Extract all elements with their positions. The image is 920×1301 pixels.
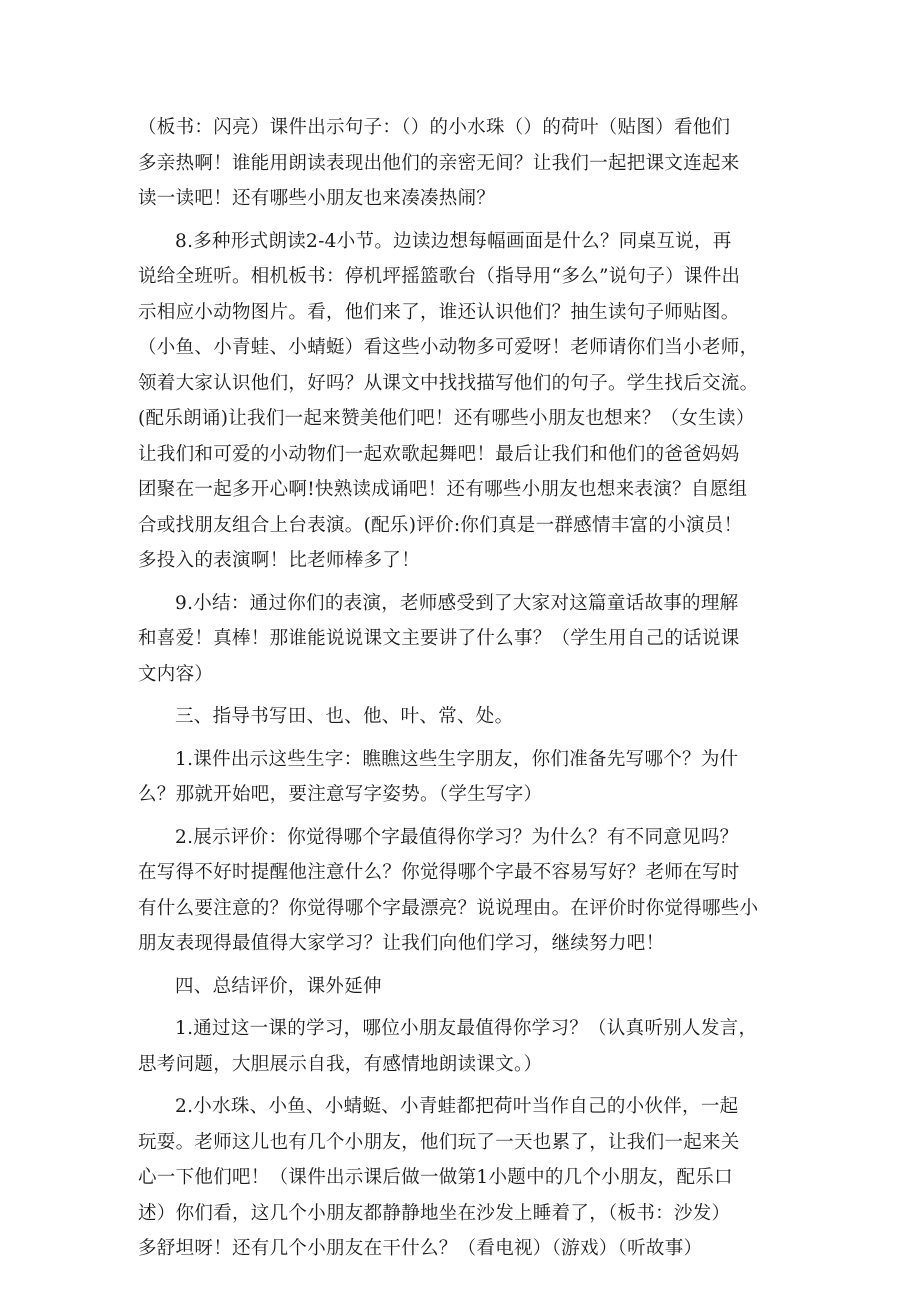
paragraph-line: 示相应小动物图片。看，他们来了，谁还认识他们？抽生读句子师贴图。: [138, 301, 740, 323]
paragraph-line: 和喜爱！真棒！那谁能说说课文主要讲了什么事？（学生用自己的话说课: [138, 628, 740, 649]
paragraph-line: 多投入的表演啊！比老师棒多了！: [138, 550, 421, 571]
item-2-line: 2.展示评价：你觉得哪个字最值得你学习？为什么？有不同意见吗？: [175, 826, 739, 848]
paragraph-line: 读一读吧！还有哪些小朋友也来凑凑热闹？: [138, 188, 496, 209]
paragraph-line: 玩耍。老师这儿也有几个小朋友，他们玩了一天也累了，让我们一起来关: [138, 1131, 740, 1153]
item-1-line: 1.课件出示这些生字：瞧瞧这些生字朋友，你们准备先写哪个？为什: [175, 748, 739, 770]
paragraph-line: (配乐朗诵)让我们一起来赞美他们吧！还有哪些小朋友也想来？（女生读）: [138, 408, 755, 429]
document-body: [138, 110, 798, 1267]
paragraph-line: 朋友表现得最值得大家学习？让我们向他们学习，继续努力吧！: [138, 933, 665, 954]
paragraph-line: 团聚在一起多开心啊!快熟读成诵吧！还有哪些小朋友也想来表演？自愿组: [138, 479, 748, 500]
section-heading-4: 四、总结评价，课外延伸: [175, 975, 382, 997]
paragraph-line: 么？那就开始吧，要注意写字姿势。（学生写字）: [138, 784, 543, 805]
paragraph-line: 多亲热啊！谁能用朗读表现出他们的亲密无间？让我们一起把课文连起来: [138, 152, 740, 174]
item-1-line: 1.通过这一课的学习，哪位小朋友最值得你学习？（认真听别人发言，: [175, 1018, 758, 1039]
paragraph-line: 有什么要注意的？你觉得哪个字最漂亮？说说理由。在评价时你觉得哪些小: [138, 897, 759, 919]
paragraph-line: 思考问题，大胆展示自我，有感情地朗读课文。）: [138, 1053, 543, 1075]
paragraph-line: 领着大家认识他们，好吗？从课文中找找描写他们的句子。学生找后交流。: [138, 372, 759, 394]
paragraph-line: 在写得不好时提醒他注意什么？你觉得哪个字最不容易写好？老师在写时: [138, 862, 740, 883]
paragraph-line: 文内容）: [138, 663, 214, 685]
paragraph-line: 合或找朋友组合上台表演。(配乐)评价:你们真是一群感情丰富的小演员！: [138, 514, 743, 536]
paragraph-line: （板书：闪亮）课件出示句子：（）的小水珠（）的荷叶（贴图）看他们: [138, 117, 731, 138]
item-8-line: 8.多种形式朗读2-4小节。边读边想每幅画面是什么？同桌互说，再: [175, 230, 732, 252]
paragraph-line: （小鱼、小青蛙、小蜻蜓）看这些小动物多可爱呀！老师请你们当小老师，: [138, 337, 759, 358]
paragraph-line: 心一下他们吧！（课件出示课后做一做第1小题中的几个小朋友，配乐口: [138, 1167, 733, 1188]
paragraph-line: 让我们和可爱的小动物们一起欢歌起舞吧！最后让我们和他们的爸爸妈妈: [138, 443, 740, 465]
section-heading-3: 三、指导书写田、也、他、叶、常、处。: [175, 706, 514, 727]
paragraph-line: 说给全班听。相机板书：停机坪摇篮歌台（指导用“多么”说句子）课件出: [138, 266, 741, 287]
paragraph-line: 述）你们看，这几个小朋友都静静地坐在沙发上睡着了，（板书：沙发）: [138, 1202, 731, 1224]
paragraph-line: 多舒坦呀！还有几个小朋友在干什么？（看电视）（游戏）（听故事）: [138, 1238, 703, 1259]
item-2-line: 2.小水珠、小鱼、小蜻蜓、小青蛙都把荷叶当作自己的小伙伴，一起: [175, 1096, 739, 1117]
item-9-line: 9.小结：通过你们的表演，老师感受到了大家对这篇童话故事的理解: [175, 592, 739, 614]
